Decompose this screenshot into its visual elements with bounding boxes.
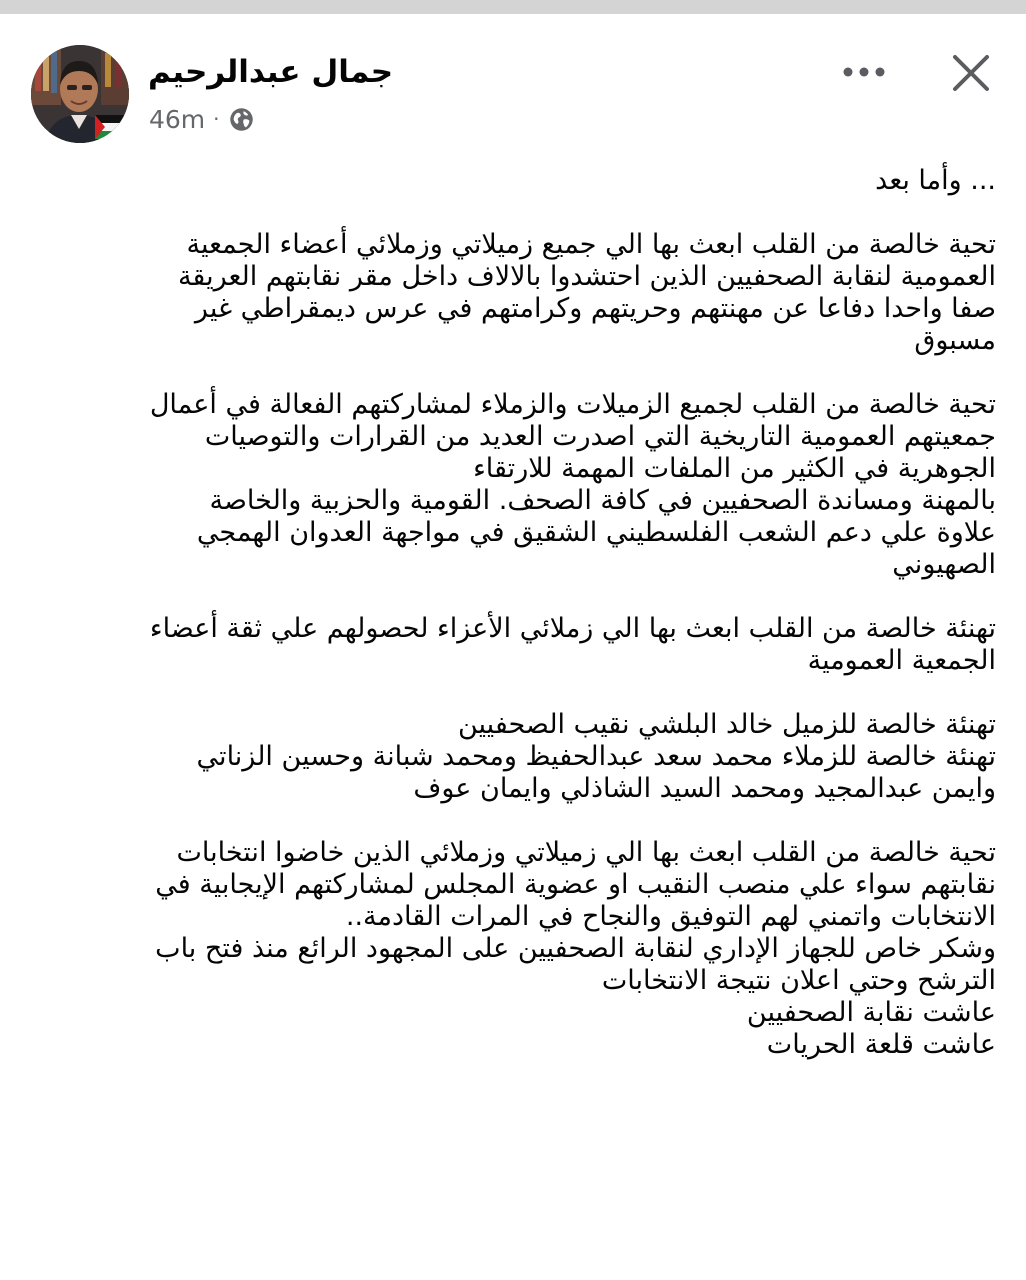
- post-text-line: وايمن عبدالمجيد ومحمد السيد الشاذلي وايمان عوف: [413, 773, 996, 804]
- post-text-line: جمعيتهم العمومية التاريخية التي اصدرت العديد من القرارات والتوصيات: [204, 421, 996, 452]
- post-text-line: تحية خالصة من القلب لجميع الزميلات والزملاء لمشاركتهم الفعالة في أعمال: [149, 389, 996, 420]
- post-text-line: تحية خالصة من القلب ابعث بها الي جميع زميلاتي وزملائي أعضاء الجمعية: [186, 229, 996, 260]
- post-text-line: عاشت قلعة الحريات: [766, 1029, 996, 1060]
- top-strip: [0, 0, 1026, 14]
- meta-separator: ·: [213, 107, 220, 131]
- post-text-line: العمومية لنقابة الصحفيين الذين احتشدوا بالالاف داخل مقر نقابتهم العريقة: [177, 261, 996, 292]
- post-text-line: صفا واحدا دفاعا عن مهنتهم وحريتهم وكرامتهم في عرس ديمقراطي غير: [194, 293, 996, 324]
- close-icon: [951, 53, 991, 93]
- paragraph-break: [30, 197, 996, 229]
- author-name[interactable]: جمال عبدالرحيم: [148, 54, 394, 90]
- paragraph-break: [30, 581, 996, 613]
- more-horizontal-icon: [842, 66, 886, 78]
- post-text-line: تهنئة خالصة من القلب ابعث بها الي زملائي الأعزاء لحصولهم علي ثقة أعضاء: [149, 613, 996, 644]
- post-text-line: تحية خالصة من القلب ابعث بها الي زميلاتي وزملائي الذين خاضوا انتخابات: [176, 837, 996, 868]
- post-text-line: عاشت نقابة الصحفيين: [746, 997, 996, 1028]
- post-text-line: تهنئة خالصة للزميل خالد البلشي نقيب الصحفيين: [457, 709, 996, 740]
- post-text-line: ... وأما بعد: [875, 165, 996, 196]
- post-text-line: وشكر خاص للجهاز الإداري لنقابة الصحفيين على المجهود الرائع منذ فتح باب: [155, 933, 996, 964]
- avatar-image: [31, 45, 129, 143]
- post-time[interactable]: 46m: [149, 104, 206, 134]
- post-text-line: الجمعية العمومية: [807, 645, 996, 676]
- post-text-line: الصهيوني: [892, 549, 996, 580]
- post-text-line: مسبوق: [914, 325, 996, 356]
- post-header: [0, 14, 1026, 164]
- post-meta: [149, 102, 255, 136]
- post-text-line: الجوهرية في الكثير من الملفات المهمة للارتقاء: [473, 453, 996, 484]
- post-text-line: الانتخابات واتمني لهم التوفيق والنجاح في المرات القادمة..: [345, 901, 996, 932]
- post-text-line: تهنئة خالصة للزملاء محمد سعد عبدالحفيظ ومحمد شبانة وحسين الزناتي: [196, 741, 996, 772]
- more-options-button[interactable]: [838, 54, 890, 90]
- paragraph-break: [30, 805, 996, 837]
- post-text-line: الترشح وحتي اعلان نتيجة الانتخابات: [601, 965, 996, 996]
- post-text: [30, 165, 996, 1061]
- paragraph-break: [30, 357, 996, 389]
- post-text-line: علاوة علي دعم الشعب الفلسطيني الشقيق في مواجهة العدوان الهمجي: [196, 517, 996, 548]
- post-text-line: بالمهنة ومساندة الصحفيين في كافة الصحف. القومية والحزبية والخاصة: [209, 485, 996, 516]
- post-text-line: نقابتهم سواء علي منصب النقيب او عضوية المجلس لمشاركتهم الإيجابية في: [155, 869, 996, 900]
- paragraph-break: [30, 677, 996, 709]
- avatar[interactable]: [31, 45, 129, 143]
- close-button[interactable]: [948, 50, 994, 96]
- globe-icon: [228, 106, 255, 133]
